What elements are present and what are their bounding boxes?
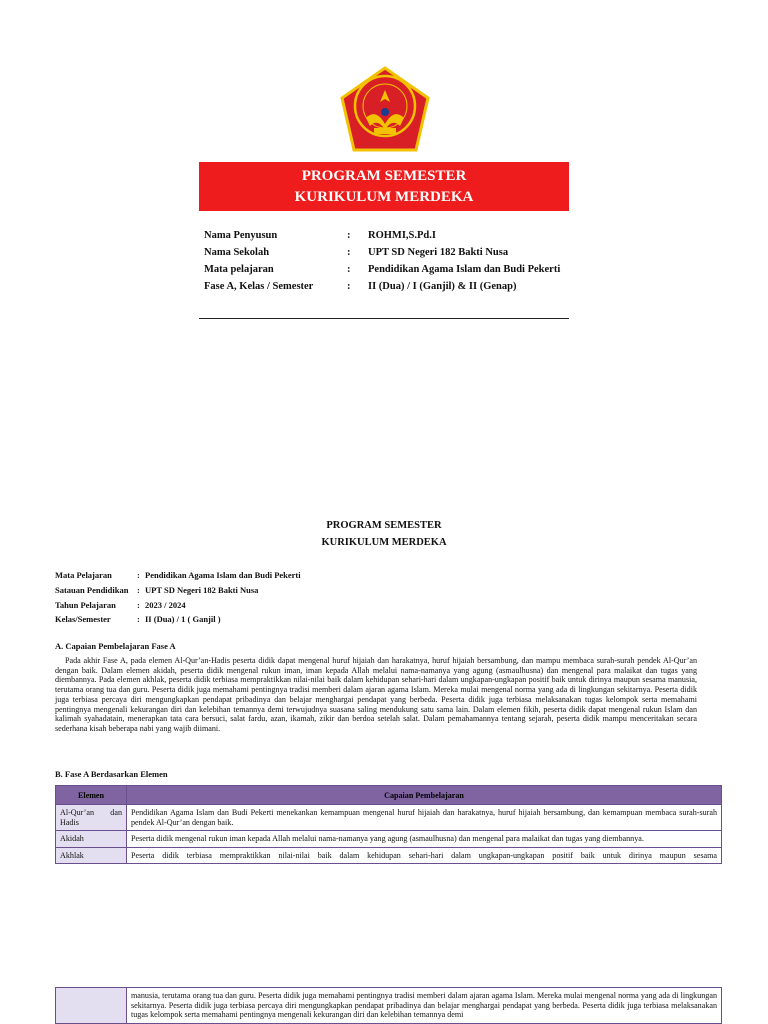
ministry-logo [340,66,430,154]
cell-capaian: Peserta didik mengenal rukun iman kepada Allah melalui nama-namanya yang agung (asmaulhusna) dan mengenal para malaikat dan tugas yang diembannya. [127,831,722,848]
table-row [56,988,722,1024]
table-row [56,831,722,848]
cover-sep: : [347,247,351,258]
cover-title-line2: KURIKULUM MERDEKA [294,189,474,205]
meta-label: Kelas/Semester [55,614,111,624]
cover-sep: : [347,230,351,241]
meta-label: Sataua​n Pendidikan [55,585,129,595]
capaian-paragraph-text: Pada akhir Fase A, pada elemen Al-Qur’an-Hadis peserta didik dapat mengenal huruf hijaiah dan harakatnya, huruf hijaiah bersambung, dan mampu membaca surah-surah pendek Al-Qur’an dengan baik. Dalam elemen akidah, peserta didik mengenal rukun iman, iman kepada Allah melalui nama-namanya yang agung (asmaulhusna) dan mengenal para malaikat dan tugas yang diembannya. Pada elemen akhlak, peserta didik terbiasa mempraktikkan nilai-nilai baik dalam kehidupan sehari-hari dalam ungkapan-ungkapan positif baik untuk dirinya maupun sesama manusia, terutama orang tua dan guru. Peserta didik juga memahami pentingnya tradisi memberi dalam ajaran agama Islam. Mereka mulai mengenal norma yang ada di lingkungan sekitarnya. Peserta didik juga terbiasa percaya diri mengungkapkan pendapat pribadinya dan belajar menghargai pendapat yang berbeda. Peserta didik juga terbiasa melaksanakan tugas kelompok serta memahami pentingnya mengenali kekurangan diri dan kelebihan temannya demi terwujudnya suasana saling mendukung satu sama lain. Dalam elemen fikih, peserta didik dapat mengenal rukun Islam dan kalimah syahadatain, menerapkan tata cara bersuci, salat fardu, azan, ikamah, zikir dan berdoa setelah salat. Dalam pemahamannya tentang sejarah, peserta didik mampu menceritakan secara sederhana kisah beberapa nabi yang wajib diimani. [55,656,697,733]
cover-label: Nama Penyusun [204,230,278,241]
meta-label: Mata Pelajaran [55,570,112,580]
cover-value: Pendidikan Agama Islam dan Budi Pekerti [368,264,561,275]
cover-value: II (Dua) / I (Ganjil) & II (Genap) [368,281,517,292]
cover-value: UPT SD Negeri 182 Bakti Nusa [368,247,509,258]
meta-label: Tahun Pelajaran [55,600,116,610]
capaian-paragraph [55,656,697,734]
section-title-line2: KURIKULUM MERDEKA [321,537,447,548]
meta-sep: : [137,585,140,595]
meta-value: Pendidikan Agama Islam dan Budi Pekerti [145,570,301,580]
cover-label: Fase A, Kelas / Semester [204,281,314,292]
elemen-table-continued [55,987,722,1024]
meta-sep: : [137,600,140,610]
cell-capaian: Pendidikan Agama Islam dan Budi Pekerti menekankan kemampuan mengenal huruf hijaiah dan harakatnya, huruf hijaiah bersambung, dan kemampuan membaca surah-surah pendek Al-Qur’an dengan baik. [127,805,722,831]
cover-label: Mata pelajaran [204,264,274,275]
meta-value: UPT SD Negeri 182 Bakti Nusa [145,585,259,595]
heading-fase-a-elemen: B. Fase A Berdasarkan Elemen [55,769,168,779]
cover-title-line1: PROGRAM SEMESTER [301,168,467,184]
heading-capaian-fase-a: A. Capaian Pembelajaran Fase A [55,641,176,651]
meta-sep: : [137,614,140,624]
table-row [56,805,722,831]
cell-elemen: Al-Qur’an dan Hadis [56,805,127,831]
meta-value: II (Dua) / 1 ( Ganjil ) [145,614,221,624]
cover-divider [199,318,569,319]
section-title-line1: PROGRAM SEMESTER [326,520,442,531]
col-header-capaian: Capaian Pembelajaran [127,786,722,805]
cell-capaian: manusia, terutama orang tua dan guru. Peserta didik juga memahami pentingnya tradisi memberi dalam ajaran agama Islam. Mereka mulai mengenal norma yang ada di lingkungan sekitarnya. Peserta didik juga terbiasa percaya diri mengungkapkan pendapat pribadinya dan belajar menghargai pendapat yang berbeda. Peserta didik juga terbiasa melaksanakan tugas kelompok serta memahami pentingnya mengenali kekurangan diri dan kelebihan temannya demi [127,988,722,1024]
cover-label: Nama Sekolah [204,247,270,258]
cell-elemen: Akidah [56,831,127,848]
table-row [56,847,722,864]
cover-sep: : [347,264,351,275]
cell-elemen: Akhlak [56,847,127,864]
cell-elemen [56,988,127,1024]
meta-sep: : [137,570,140,580]
meta-value: 2023 / 2024 [145,600,186,610]
cell-capaian: Peserta didik terbiasa mempraktikkan nilai-nilai baik dalam kehidupan sehari-hari dalam ungkapan-ungkapan positif baik untuk dirinya maupun sesama [127,847,722,864]
col-header-elemen: Elemen [56,786,127,805]
cover-sep: : [347,281,351,292]
elemen-table [55,785,722,864]
cover-value: ROHMI,S.Pd.I [368,230,436,241]
table-header-row [56,786,722,805]
cover-title-banner [199,162,569,211]
